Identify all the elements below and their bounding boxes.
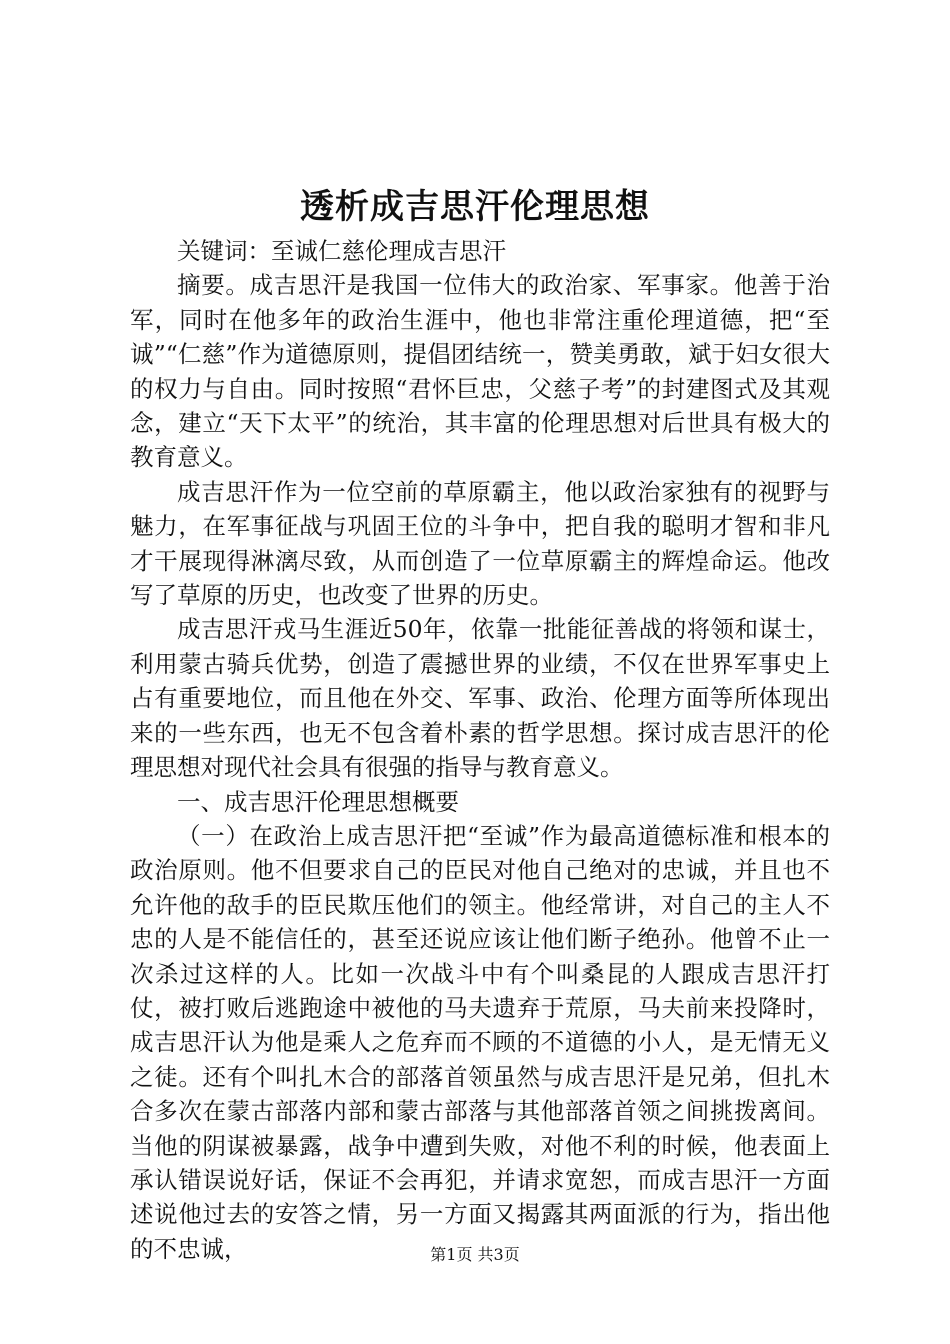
- document-title: 透析成吉思汗伦理思想: [300, 187, 650, 227]
- body-paragraph: 成吉思汗作为一位空前的草原霸主，他以政治家独有的视野与魅力，在军事征战与巩固王位的斗争中，把自我的聪明才智和非凡才干展现得淋漓尽致，从而创造了一位草原霸主的辉煌命运。他改写了草原的历史，也改变了世界的历史。: [130, 477, 830, 610]
- body-paragraph: 成吉思汗戎马生涯近50年，依靠一批能征善战的将领和谋士，利用蒙古骑兵优势，创造了震撼世界的业绩，不仅在世界军事史上占有重要地位，而且他在外交、军事、政治、伦理方面等所体现出来的一些东西，也无不包含着朴素的哲学思想。探讨成吉思汗的伦理思想对现代社会具有很强的指导与教育意义。: [130, 615, 830, 782]
- body-paragraph: （一）在政治上成吉思汗把“至诚”作为最高道德标准和根本的政治原则。他不但要求自己的臣民对他自己绝对的忠诚，并且也不允许他的敌手的臣民欺压他们的领主。他经常讲，对自己的主人不忠的人是不能信任的，甚至还说应该让他们断子绝孙。他曾不止一次杀过这样的人。比如一次战斗中有个叫桑昆的人跟成吉思汗打仗，被打败后逃跑途中被他的马夫遗弃于荒原，马夫前来投降时，成吉思汗认为他是乘人之危弃而不顾的不道德的小人，是无情无义之徒。还有个叫扎木合的部落首领虽然与成吉思汗是兄弟，但扎木合多次在蒙古部落内部和蒙古部落与其他部落首领之间挑拨离间。当他的阴谋被暴露，战争中遭到失败，对他不利的时候，他表面上承认错误说好话，保证不会再犯，并请求宽恕，而成吉思汗一方面述说他过去的安答之情，另一方面又揭露其两面派的行为，指出他的不忠诚，: [130, 821, 830, 1263]
- page-number-footer: 第1页 共3页: [430, 1245, 520, 1264]
- document-body: [130, 234, 830, 1266]
- abstract-paragraph: 摘要。成吉思汗是我国一位伟大的政治家、军事家。他善于治军，同时在他多年的政治生涯中，他也非常注重伦理道德，把“至诚”“仁慈”作为道德原则，提倡团结统一，赞美勇敢，斌于妇女很大的权力与自由。同时按照“君怀巨忠，父慈子考”的封建图式及其观念，建立“天下太平”的统治，其丰富的伦理思想对后世具有极大的教育意义。: [130, 271, 830, 472]
- section-heading: 一、成吉思汗伦理思想概要: [177, 787, 459, 816]
- keywords-paragraph: 关键词：至诚仁慈伦理成吉思汗: [177, 237, 506, 265]
